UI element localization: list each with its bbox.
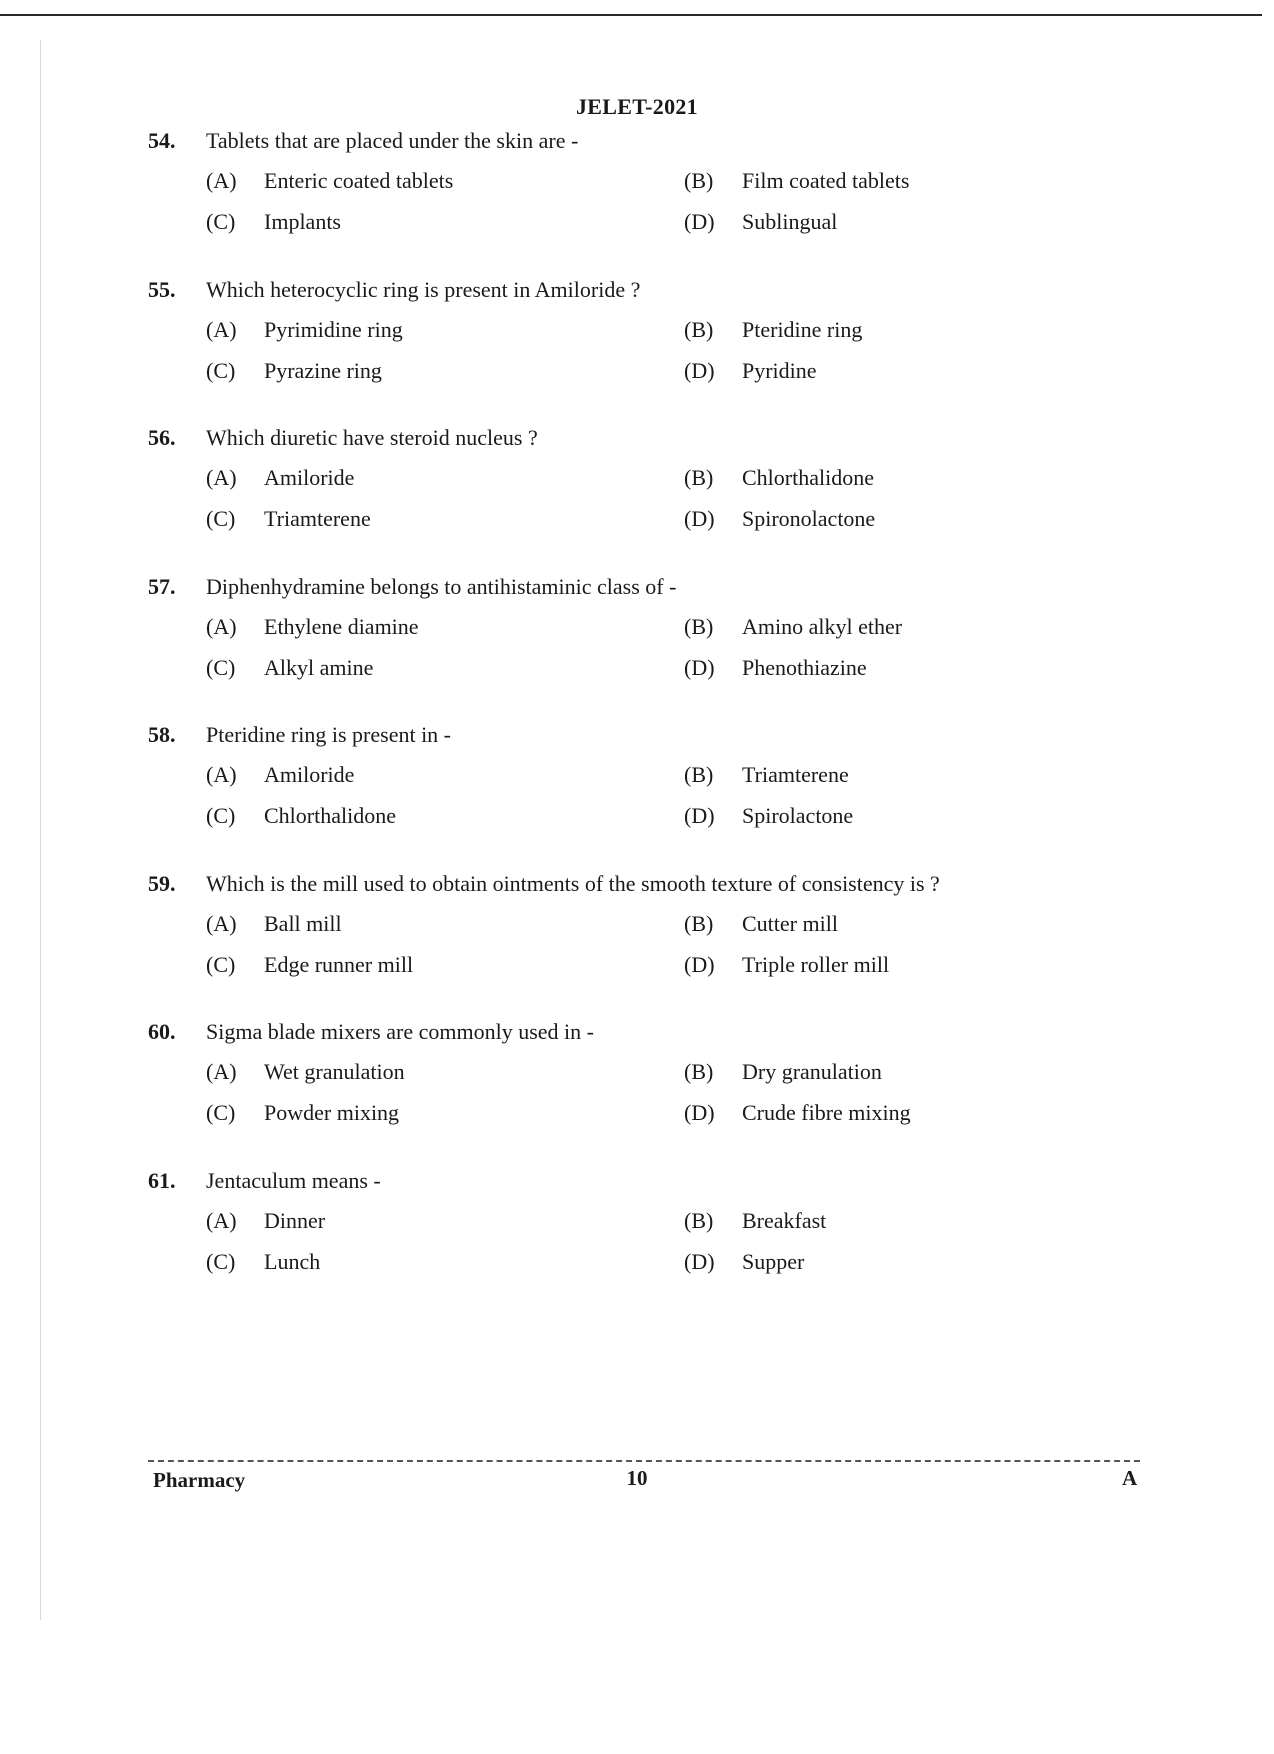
- option-text: Crude fibre mixing: [742, 1100, 911, 1125]
- option-d: [684, 506, 875, 532]
- option-a: [206, 1208, 325, 1234]
- set-code: A: [1122, 1466, 1138, 1490]
- question-item: [0, 722, 1274, 852]
- footer-divider: [148, 1460, 1140, 1462]
- question-number: 58.: [148, 722, 176, 747]
- option-text: Pteridine ring: [742, 317, 863, 342]
- option-letter: (A): [206, 911, 237, 936]
- option-text: Triple roller mill: [742, 952, 890, 977]
- option-text: Cutter mill: [742, 911, 838, 936]
- option-letter: (C): [206, 952, 236, 977]
- option-text: Ethylene diamine: [264, 614, 419, 639]
- option-letter: (A): [206, 317, 237, 342]
- option-c: [206, 655, 373, 681]
- option-text: Breakfast: [742, 1208, 827, 1233]
- option-c: [206, 209, 341, 235]
- option-a: [206, 1059, 405, 1085]
- option-letter: (C): [206, 209, 236, 234]
- option-letter: (A): [206, 1208, 237, 1233]
- option-text: Triamterene: [264, 506, 371, 531]
- question-number: 55.: [148, 277, 176, 302]
- option-c: [206, 1100, 399, 1126]
- question-text: Sigma blade mixers are commonly used in -: [206, 1019, 594, 1044]
- option-b: [684, 465, 874, 491]
- question-text: Pteridine ring is present in -: [206, 722, 452, 747]
- option-a: [206, 465, 354, 491]
- question-text: Tablets that are placed under the skin are -: [206, 128, 579, 153]
- option-b: [684, 168, 909, 194]
- option-letter: (B): [684, 317, 714, 342]
- option-b: [684, 762, 849, 788]
- question-item: [0, 1019, 1274, 1149]
- option-letter: (C): [206, 358, 236, 383]
- question-item: [0, 277, 1274, 407]
- option-text: Amiloride: [264, 762, 355, 787]
- option-text: Dry granulation: [742, 1059, 882, 1084]
- question-number: 60.: [148, 1019, 176, 1044]
- option-a: [206, 614, 419, 640]
- question-text: Which heterocyclic ring is present in Amiloride ?: [206, 277, 641, 302]
- option-text: Enteric coated tablets: [264, 168, 454, 193]
- option-text: Ball mill: [264, 911, 342, 936]
- option-letter: (C): [206, 506, 236, 531]
- option-d: [684, 655, 867, 681]
- option-letter: (A): [206, 1059, 237, 1084]
- page-title: JELET-2021: [575, 94, 698, 119]
- option-c: [206, 506, 371, 532]
- option-letter: (A): [206, 762, 237, 787]
- option-c: [206, 358, 382, 384]
- question-item: [0, 425, 1274, 555]
- option-d: [684, 952, 889, 978]
- option-text: Dinner: [264, 1208, 326, 1233]
- question-number: 54.: [148, 128, 176, 153]
- option-text: Amiloride: [264, 465, 355, 490]
- option-c: [206, 952, 413, 978]
- option-c: [206, 803, 396, 829]
- option-text: Supper: [742, 1249, 805, 1274]
- option-text: Lunch: [264, 1249, 321, 1274]
- option-letter: (A): [206, 614, 237, 639]
- question-item: [0, 871, 1274, 1001]
- option-text: Spironolactone: [742, 506, 876, 531]
- option-b: [684, 911, 838, 937]
- option-text: Pyridine: [742, 358, 817, 383]
- option-text: Wet granulation: [264, 1059, 405, 1084]
- option-a: [206, 168, 453, 194]
- option-letter: (D): [684, 1100, 715, 1125]
- option-d: [684, 209, 837, 235]
- option-d: [684, 803, 853, 829]
- option-letter: (D): [684, 209, 715, 234]
- option-text: Implants: [264, 209, 341, 234]
- option-text: Pyrimidine ring: [264, 317, 403, 342]
- option-letter: (C): [206, 1100, 236, 1125]
- question-text: Which diuretic have steroid nucleus ?: [206, 425, 538, 450]
- option-b: [684, 1208, 826, 1234]
- option-letter: (B): [684, 1208, 714, 1233]
- option-text: Chlorthalidone: [742, 465, 874, 490]
- option-letter: (C): [206, 655, 236, 680]
- question-item: [0, 1168, 1274, 1298]
- option-b: [684, 614, 902, 640]
- option-letter: (A): [206, 465, 237, 490]
- option-letter: (D): [684, 655, 715, 680]
- option-letter: (D): [684, 358, 715, 383]
- option-d: [684, 1100, 911, 1126]
- option-letter: (C): [206, 803, 236, 828]
- option-letter: (D): [684, 952, 715, 977]
- option-letter: (B): [684, 911, 714, 936]
- option-text: Phenothiazine: [742, 655, 867, 680]
- option-text: Edge runner mill: [264, 952, 414, 977]
- top-border-line: [0, 14, 1262, 16]
- option-text: Spirolactone: [742, 803, 854, 828]
- option-a: [206, 317, 403, 343]
- question-item: [0, 128, 1274, 258]
- option-letter: (D): [684, 506, 715, 531]
- footer-subject: Pharmacy: [153, 1468, 246, 1492]
- question-number: 57.: [148, 574, 176, 599]
- page-number: 10: [626, 1466, 648, 1490]
- question-text: Jentaculum means -: [206, 1168, 381, 1193]
- option-letter: (B): [684, 614, 714, 639]
- option-text: Amino alkyl ether: [742, 614, 903, 639]
- option-a: [206, 911, 342, 937]
- option-letter: (B): [684, 1059, 714, 1084]
- option-letter: (D): [684, 803, 715, 828]
- option-c: [206, 1249, 320, 1275]
- question-text: Which is the mill used to obtain ointments of the smooth texture of consistency is ?: [206, 871, 940, 896]
- option-text: Triamterene: [742, 762, 849, 787]
- option-text: Chlorthalidone: [264, 803, 396, 828]
- option-d: [684, 1249, 804, 1275]
- question-text: Diphenhydramine belongs to antihistaminic class of -: [206, 574, 677, 599]
- option-letter: (B): [684, 762, 714, 787]
- option-text: Sublingual: [742, 209, 838, 234]
- option-letter: (A): [206, 168, 237, 193]
- question-number: 59.: [148, 871, 176, 896]
- question-number: 56.: [148, 425, 176, 450]
- question-number: 61.: [148, 1168, 176, 1193]
- option-b: [684, 317, 862, 343]
- option-d: [684, 358, 817, 384]
- question-item: [0, 574, 1274, 704]
- option-a: [206, 762, 354, 788]
- option-letter: (C): [206, 1249, 236, 1274]
- option-text: Powder mixing: [264, 1100, 400, 1125]
- option-b: [684, 1059, 882, 1085]
- option-text: Film coated tablets: [742, 168, 910, 193]
- option-text: Alkyl amine: [264, 655, 374, 680]
- option-letter: (D): [684, 1249, 715, 1274]
- option-text: Pyrazine ring: [264, 358, 382, 383]
- option-letter: (B): [684, 465, 714, 490]
- option-letter: (B): [684, 168, 714, 193]
